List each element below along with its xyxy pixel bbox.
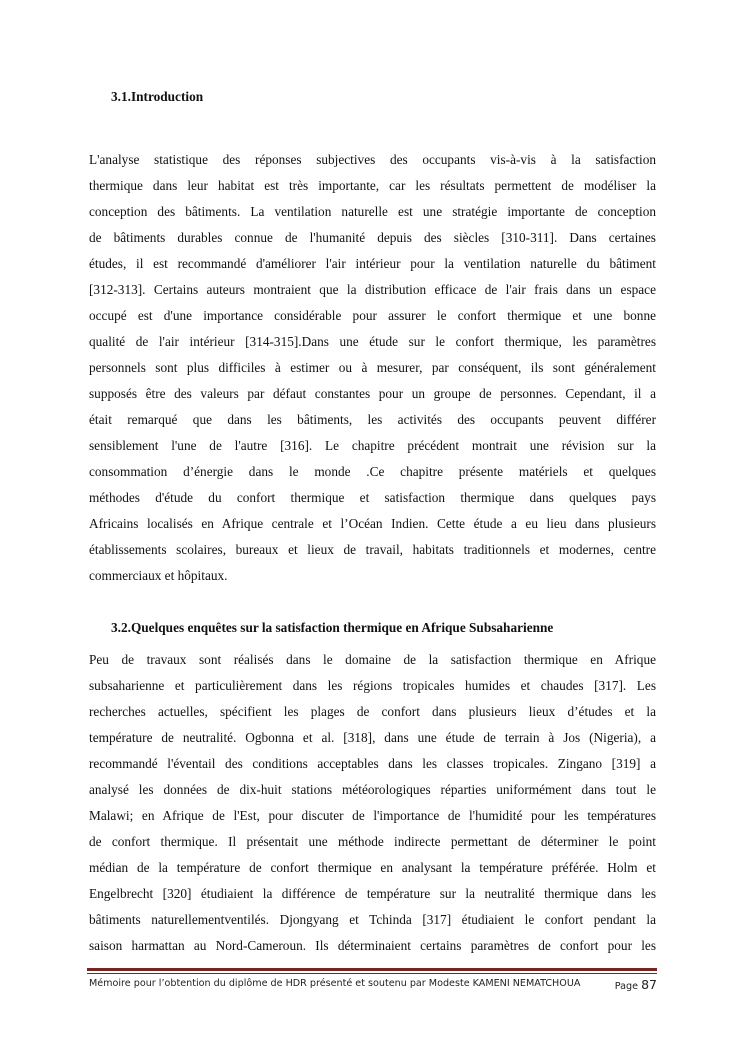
text-line: établissements scolaires, bureaux et lieux de travail, habitats traditionnels et modernes, centre — [89, 542, 656, 557]
section-heading-introduction: 3.1.Introduction — [111, 89, 204, 104]
text-line: [312-313]. Certains auteurs montraient que la distribution efficace de l'air frais dans un espace — [89, 282, 656, 297]
text-line: études, il est recommandé d'améliorer l'air intérieur pour la ventilation naturelle du bâtiment — [89, 256, 656, 271]
footer-rule-thick — [87, 968, 657, 971]
text-line: thermique dans leur habitat est très importante, car les résultats permettent de modéliser la — [89, 178, 656, 193]
text-line: méthodes d'étude du confort thermique et satisfaction thermique dans quelques pays — [89, 490, 656, 505]
text-line: de bâtiments durables connue de l'humanité depuis des siècles [310-311]. Dans certaines — [89, 230, 656, 245]
page-label: Page — [614, 981, 639, 992]
page-number: 87 — [641, 977, 657, 992]
text-line: Africains localisés en Afrique centrale et l’Océan Indien. Cette étude a eu lieu dans plusieurs — [89, 516, 656, 531]
text-line: occupé est d'une importance considérable pour assurer le confort thermique et une bonne — [89, 308, 656, 323]
footer-text: Mémoire pour l’obtention du diplôme de HDR présenté et soutenu par Modeste KAMENI NEMATCHOUA — [89, 978, 581, 989]
text-line: de confort thermique. Il présentait une méthode indirecte permettant de déterminer le point — [89, 834, 656, 849]
text-line: supposés être des valeurs par défaut constantes pour un groupe de personnes. Cependant, il a — [89, 386, 656, 401]
text-line: température de neutralité. Ogbonna et al. [318], dans une étude de terrain à Jos (Nigeria), a — [89, 730, 656, 745]
text-line: sensiblement l'une de l'autre [316]. Le chapitre précédent montrait une révision sur la — [89, 438, 656, 453]
surveys-paragraph — [89, 650, 656, 962]
introduction-paragraph — [89, 150, 656, 592]
text-line: consommation d’énergie dans le monde .Ce chapitre présente matériels et quelques — [89, 464, 656, 479]
text-line: Peu de travaux sont réalisés dans le domaine de la satisfaction thermique en Afrique — [89, 652, 656, 667]
footer-rule-thin — [87, 973, 657, 974]
text-line: conception des bâtiments. La ventilation naturelle est une stratégie importante de conception — [89, 204, 656, 219]
section-heading-surveys: 3.2.Quelques enquêtes sur la satisfaction thermique en Afrique Subsaharienne — [111, 620, 554, 635]
text-line: médian de la température de confort thermique en analysant la température préférée. Holm et — [89, 860, 656, 875]
text-line: Malawi; en Afrique de l'Est, pour discuter de l'importance de l'humidité pour les températures — [89, 808, 656, 823]
page-footer — [89, 977, 657, 993]
text-line: était remarqué que dans les bâtiments, les activités des occupants peuvent différer — [89, 412, 656, 427]
text-line: commerciaux et hôpitaux. — [89, 568, 228, 583]
text-line: Engelbrecht [320] étudiaient la différence de température sur la neutralité thermique dans les — [89, 886, 656, 901]
text-line: saison harmattan au Nord-Cameroun. Ils déterminaient certains paramètres de confort pour les — [89, 938, 656, 953]
text-line: bâtiments naturellementventilés. Djongyang et Tchinda [317] étudiaient le confort pendant la — [89, 912, 656, 927]
text-line: qualité de l'air intérieur [314-315].Dans une étude sur le confort thermique, les paramètres — [89, 334, 656, 349]
text-line: recherches actuelles, spécifient les plages de confort dans plusieurs lieux d’études et la — [89, 704, 656, 719]
text-line: subsaharienne et particulièrement dans les régions tropicales humides et chaudes [317]. Les — [89, 678, 656, 693]
page-number-block — [615, 977, 657, 992]
text-line: personnels sont plus difficiles à estimer ou à mesurer, par conséquent, ils sont généralement — [89, 360, 656, 375]
text-line: L'analyse statistique des réponses subjectives des occupants vis-à-vis à la satisfaction — [89, 152, 656, 167]
text-line: recommandé l'éventail des conditions acceptables dans les classes tropicales. Zingano [319] a — [89, 756, 656, 771]
text-line: analysé les données de dix-huit stations météorologiques réparties uniformément dans tout le — [89, 782, 656, 797]
